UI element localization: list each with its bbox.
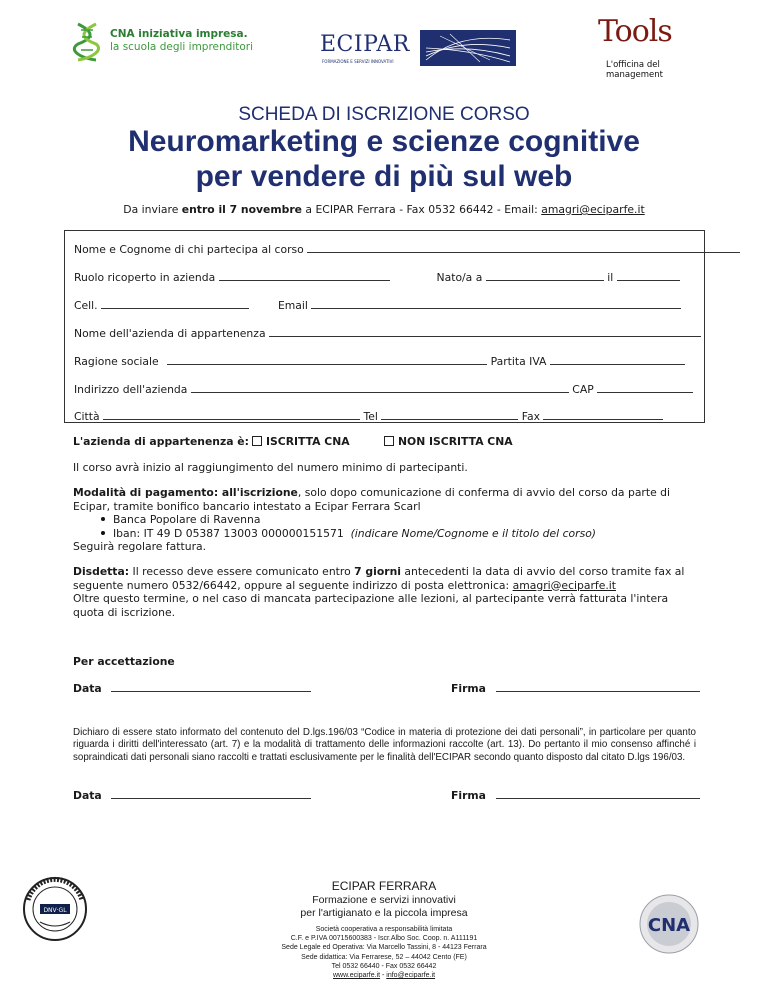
firma-label: Firma (451, 789, 486, 802)
withdrawal-email-link[interactable]: amagri@eciparfe.it (512, 578, 617, 592)
start-note: Il corso avrà inizio al raggiungimento del numero minimo di partecipanti. (73, 461, 468, 474)
firma-field[interactable] (496, 681, 700, 692)
label-nato: Nato/a a (436, 271, 483, 284)
firma-row-2 (451, 788, 700, 802)
label-email: Email (277, 299, 308, 312)
checkbox-icon[interactable] (384, 436, 394, 446)
checkbox-iscritta-cna[interactable] (252, 435, 350, 448)
withdrawal-days: 7 giorni (354, 565, 401, 578)
field-nome-cognome[interactable] (307, 242, 740, 253)
withdrawal-section (73, 565, 698, 619)
field-azienda[interactable] (269, 326, 701, 337)
field-email[interactable] (311, 298, 681, 309)
footer-email-link[interactable]: info@eciparfe.it (386, 972, 436, 980)
course-title (0, 124, 768, 194)
ecipar-lines-icon (420, 30, 516, 66)
payment-label: Modalità di pagamento: all'iscrizione (73, 486, 298, 499)
field-citta[interactable] (103, 409, 360, 420)
field-il[interactable] (617, 270, 680, 281)
row-ruolo (74, 270, 680, 284)
row-cell (74, 298, 681, 312)
cna-dna-icon (70, 22, 104, 62)
bullet-icon (101, 531, 105, 535)
dnv-text: DNV·GL (43, 907, 67, 914)
row-ragione (74, 354, 685, 368)
registration-form (64, 230, 705, 423)
privacy-statement: Dichiaro di essere stato informato del contenuto del D.lgs.196/03 “Codice in materia di protezione dei dati personali”, in particolare per quanto riguarda i diritti dell'interessato (art. 7) e la modalità di trattamento delle informazioni raccolte (art. 13). Do pertanto il mio consenso affinché i sopraindicati dati personali siano raccolti e trattati esclusivamente per le finalità dell'ECIPAR secondo quanto disposto dal citato D.lgs 196/03. (73, 727, 696, 763)
course-title-line2: per vendere di più sul web (195, 160, 573, 193)
iban: Iban: IT 49 D 05387 13003 000000151571 (113, 526, 344, 540)
data-label: Data (73, 789, 102, 802)
payment-section (73, 486, 698, 554)
label-ruolo: Ruolo ricoperto in azienda (74, 271, 216, 284)
field-ruolo[interactable] (219, 270, 390, 281)
footer-legal-2: C.F. e P.IVA 00715600383 - Iscr.Albo Soc. Coop. n. A111191 (290, 935, 478, 943)
acceptance-heading: Per accettazione (73, 655, 175, 668)
course-title-line1: Neuromarketing e scienze cognitive (128, 125, 640, 158)
withdrawal-text3: Oltre questo termine, o nel caso di mancata partecipazione alle lezioni, al partecipante verrà fatturata l'intera quota di iscrizione. (73, 592, 669, 619)
cna-logo-line2: la scuola degli imprenditori (110, 41, 254, 53)
tools-logo-sub2: management (606, 70, 663, 80)
label-ragione: Ragione sociale (74, 355, 159, 368)
send-instructions (0, 203, 768, 216)
bullet-icon (101, 517, 105, 521)
label-indirizzo: Indirizzo dell'azienda (74, 383, 188, 396)
label-nome-cognome: Nome e Cognome di chi partecipa al corso (74, 243, 304, 256)
footer-separator: - (380, 972, 387, 980)
label-piva: Partita IVA (490, 355, 547, 368)
footer-tagline-2: per l'artigianato e la piccola impresa (300, 907, 468, 919)
checkbox-icon[interactable] (252, 436, 262, 446)
firma-field[interactable] (496, 788, 700, 799)
send-prefix: Da inviare (123, 203, 182, 216)
cna-logo (70, 22, 260, 64)
form-subtitle: SCHEDA DI ISCRIZIONE CORSO (238, 104, 530, 125)
payment-text: , solo dopo comunicazione di conferma di avvio del corso da parte di Ecipar, tramite bonifico bancario intestato a Ecipar Ferrara Scarl (73, 486, 671, 513)
row-azienda (74, 326, 701, 340)
field-ragione[interactable] (167, 354, 487, 365)
footer-legal-4: Sede didattica: Via Ferrarese, 52 – 44042 Cento (FE) (301, 953, 467, 961)
data-field[interactable] (111, 681, 311, 692)
option-non-iscritta-label: NON ISCRITTA CNA (398, 435, 513, 448)
label-azienda: Nome dell'azienda di appartenenza (74, 327, 266, 340)
field-nato[interactable] (486, 270, 604, 281)
data-label: Data (73, 682, 102, 695)
data-signature-row-1 (73, 681, 311, 695)
firma-label: Firma (451, 682, 486, 695)
ecipar-logo-tagline: FORMAZIONE E SERVIZI INNOVATIVI (322, 59, 394, 64)
tools-logo-sub1: L'officina del (606, 60, 660, 70)
label-il: il (607, 271, 614, 284)
data-signature-row-2 (73, 788, 311, 802)
field-cell[interactable] (101, 298, 249, 309)
cna-footer-logo-icon (638, 893, 700, 955)
option-iscritta-label: ISCRITTA CNA (266, 435, 350, 448)
membership-label: L'azienda di appartenenza è: (73, 435, 249, 448)
field-tel[interactable] (381, 409, 518, 420)
footer-legal-5: Tel 0532 66440 - Fax 0532 66442 (331, 962, 437, 970)
invoice-note: Seguirà regolare fattura. (73, 540, 207, 553)
firma-row-1 (451, 681, 700, 695)
ecipar-logo-word: ECIPAR (320, 32, 410, 57)
send-email-link[interactable]: amagri@eciparfe.it (541, 203, 645, 216)
footer-org-name: ECIPAR FERRARA (331, 879, 437, 893)
withdrawal-label: Disdetta: (73, 565, 130, 578)
footer-tagline-1: Formazione e servizi innovativi (312, 894, 456, 906)
label-tel: Tel (363, 410, 378, 423)
withdrawal-text2: antecedenti la data di avvio del corso tramite fax al seguente numero 0532/66442, oppure al seguente indirizzo di posta elettronica: (73, 565, 685, 592)
tools-logo-word: Tools (598, 14, 672, 49)
row-indirizzo (74, 382, 693, 396)
send-middle: a ECIPAR Ferrara - Fax 0532 66442 - Email: (302, 203, 542, 216)
row-nome (74, 242, 740, 256)
ecipar-logo (320, 30, 520, 72)
tools-logo (598, 14, 678, 90)
label-cell: Cell. (74, 299, 98, 312)
withdrawal-text1: Il recesso deve essere comunicato entro (129, 565, 355, 578)
bank-name: Banca Popolare di Ravenna (113, 513, 261, 526)
footer-legal-1: Società cooperativa a responsabilità limitata (315, 926, 453, 933)
cna-footer-text: CNA (647, 915, 691, 936)
checkbox-non-iscritta-cna[interactable] (384, 435, 513, 448)
cna-logo-line1: CNA iniziativa impresa. (110, 28, 248, 40)
label-fax: Fax (521, 410, 541, 423)
field-fax[interactable] (543, 409, 663, 420)
iban-note: (indicare Nome/Cognome e il titolo del corso) (350, 526, 597, 540)
footer-legal-3: Sede Legale ed Operativa: Via Marcello Tassini, 8 - 44123 Ferrara (281, 944, 487, 952)
field-cap[interactable] (597, 382, 693, 393)
field-indirizzo[interactable] (191, 382, 569, 393)
field-piva[interactable] (550, 354, 685, 365)
row-citta (74, 409, 663, 423)
footer-website-link[interactable]: www.eciparfe.it (332, 972, 381, 980)
data-field[interactable] (111, 788, 311, 799)
label-citta: Città (74, 410, 100, 423)
send-deadline: entro il 7 novembre (181, 203, 302, 216)
label-cap: CAP (572, 383, 594, 396)
